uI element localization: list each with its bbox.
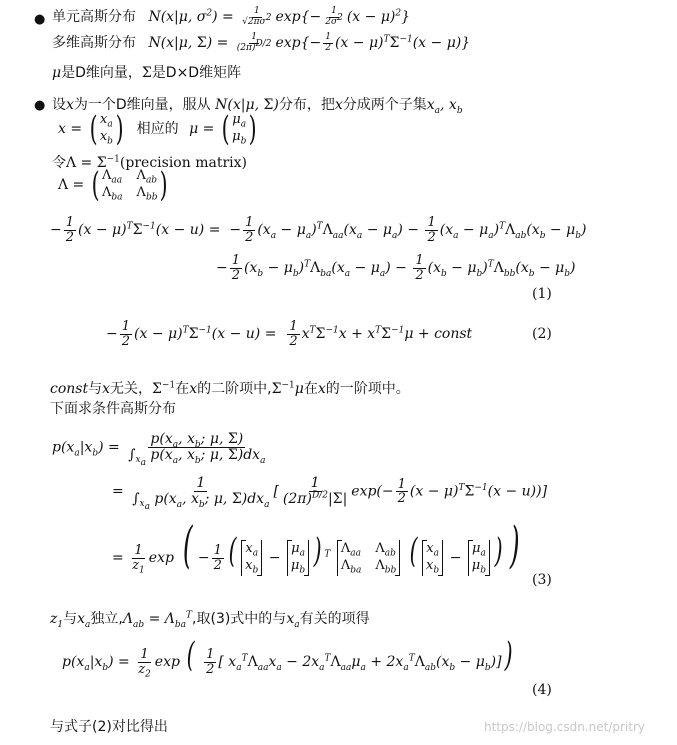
univariate-label: 单元高斯分布 <box>52 9 136 25</box>
bullet-1: ● <box>34 12 46 27</box>
dimension-note: μ是D维向量，Σ是D×D维矩阵 <box>52 65 242 81</box>
equation-1-line-1: − $\frac{1}{2}$ $(x - \mu)^T\Sigma^{-1}(x - u)$ = − $\frac{1}{2}$ $(x_a - \mu_a)^T\Lambda_{aa}(x_a - \mu_a)$ − $\frac{1}{2}$ $(x_a - \mu_a)^T\Lambda_{ab}(x_b - \mu_b)$ <box>50 215 587 245</box>
univariate-gaussian-line <box>52 6 410 27</box>
equation-2: − $\frac{1}{2}$ $(x - \mu)^T\Sigma^{-1}(x - u)$ = $\frac{1}{2}$ $x^T\Sigma^{-1}x + x^T\Sigma^{-1}\mu$ + const <box>106 319 473 349</box>
bullet-2: ● <box>34 98 46 113</box>
multivariate-gaussian-line <box>52 32 470 53</box>
const-note: const与x无关，$\Sigma^{-1}$在x的二阶项中$,\Sigma^{-1}\mu$在x的一阶项中。 <box>50 380 410 397</box>
univariate-formula: N(x|μ, $\sigma^2$) = $\frac{1}{√2\pi\sigma^2}$ exp{− $\frac{1}{2\sigma^2}$ $(x - \mu)^2$} <box>148 6 411 27</box>
equation-4: $p(x_a|x_b)$ = $\frac{1}{z_2}$ exp ( $\frac{1}{2}$ [ $x_a^T\Lambda_{aa}x_a - 2x_a^T\Lambda_{aa}\mu_a + 2x_a^T\Lambda_{ab}(x_b - \mu_b)$]) <box>62 635 513 680</box>
independence-note: $z_1$与$x_a$独立$,\Lambda_{ab} = \Lambda_{ba}^T$,取(3)式中的与$x_a$有关的项得 <box>50 610 370 630</box>
equation-3-line-2: = $\frac{1}{\int_{x_a} p(x_a, x_b; \mu, \Sigma)dx_a}$ [ $\frac{1}{(2\pi)^{D/2}|\Sigma|}$ exp(− $\frac{1}{2}$ $(x - \mu)^T\Sigma^{-1}(x - u)$)] <box>112 475 548 513</box>
equation-3-line-1: $p(x_a|x_b)$ = $\frac{p(x_a, x_b; \mu, \Sigma)}{\int_{x_a} p(x_a, x_b; \mu, \Sigma)dx_a}$ <box>52 431 266 469</box>
partition-intro: 设x为一个D维向量，服从 N(x|μ, Σ)分布，把x分成两个子集$x_a$, $x_b$ <box>52 97 463 116</box>
precision-def: 令$\Lambda = \Sigma^{-1}(precision$ matrix) <box>52 154 247 171</box>
equation-3-line-3: = $\frac{1}{z_1}$ exp ( − $\frac{1}{2}$ ( $x_a$ $x_b$ − $\mu_a$ $\mu_b$ ) $^T$ $\Lambda_{aa}$ $\Lambda_{ab}$ $\Lambda_{ba}$ $\Lambda_{bb}$ ( $x_a$ $x_b$ − $\mu_a$ $\mu_b$ ) ) <box>112 516 520 576</box>
equation-number-2: (2) <box>532 326 552 342</box>
equation-1-line-2: − $\frac{1}{2}$ $(x_b - \mu_b)^T\Lambda_{ba}(x_a - \mu_a)$ − $\frac{1}{2}$ $(x_b - \mu_b)^T\Lambda_{bb}(x_b - \mu_b)$ <box>216 253 576 283</box>
equation-number-3: (3) <box>532 572 552 588</box>
partition-vectors: x = ( $x_a$ $x_b$ ) 相应的 μ = ( $\mu_a$ $\mu_b$ ) <box>58 109 257 149</box>
watermark-text: https://blog.csdn.net/pritry <box>484 720 645 734</box>
conditional-heading: 下面求条件高斯分布 <box>50 401 176 417</box>
equation-number-1: (1) <box>532 286 552 302</box>
equation-number-4: (4) <box>532 682 552 698</box>
multivariate-formula: N(x|μ, Σ) = $\frac{1}{(2\pi)^{D/2}}$ exp{− $\frac{1}{2}$ $(x - \mu)^T\Sigma^{-1}(x - \mu)$} <box>148 32 471 53</box>
lambda-matrix: Λ = ( $\Lambda_{aa}$ $\Lambda_{ab}$ $\Lambda_{ba}$ $\Lambda_{bb}$ ) <box>58 165 169 205</box>
multivariate-label: 多维高斯分布 <box>52 35 136 51</box>
compare-note: 与式子(2)对比得出 <box>50 719 168 735</box>
